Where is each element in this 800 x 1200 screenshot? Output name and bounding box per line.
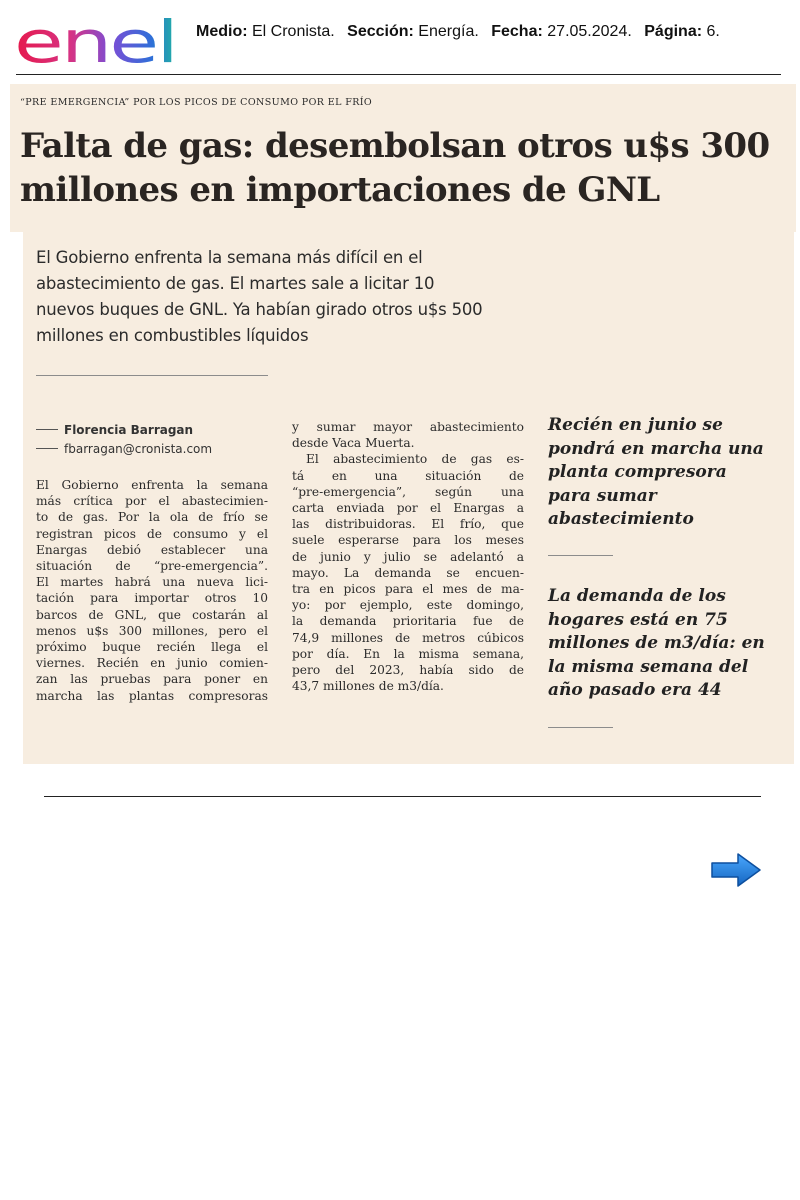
column-line: barcos de GNL, que costarán al xyxy=(36,607,268,622)
column-line: 74,9 millones de metros cúbicos xyxy=(292,630,524,645)
column-line: de junio y julio se adelantó a xyxy=(292,549,524,564)
pull-quote-line: pondrá en marcha una xyxy=(548,438,764,459)
author-name: Florencia Barragan xyxy=(64,422,194,437)
column-line: suele esperarse para los meses xyxy=(292,533,524,548)
column-line: to de gas. Por la ola de frío se xyxy=(36,510,268,525)
article-lead xyxy=(36,245,536,349)
column-line: desde Vaca Muerta. xyxy=(292,436,415,451)
pull-quote-2 xyxy=(548,585,765,703)
pull-quote-1 xyxy=(548,414,764,532)
column-line: El Gobierno enfrenta la semana xyxy=(36,478,268,492)
column-line: tá en una situación de xyxy=(292,468,524,483)
pull-quote-divider xyxy=(548,727,613,728)
column-line: y sumar mayor abastecimiento xyxy=(292,420,524,434)
meta-seccion-label: Sección: xyxy=(347,23,414,40)
article-headline xyxy=(20,124,790,212)
pull-quote-line: la misma semana del xyxy=(548,656,749,677)
column-line: viernes. Recién en junio comien- xyxy=(36,656,268,671)
column-line: tra en picos para el mes de ma- xyxy=(292,582,524,597)
enel-logo xyxy=(14,8,180,70)
pull-quote-line: Recién en junio se xyxy=(548,415,723,435)
header-divider xyxy=(16,74,781,75)
column-line: las distribuidoras. El frío, que xyxy=(292,517,524,532)
article-column-2 xyxy=(292,419,524,694)
column-line: la demanda prioritaria fue de xyxy=(292,614,524,629)
column-line: menos u$s 300 millones, pero el xyxy=(36,623,268,638)
column-line: zan las pruebas para poner en xyxy=(36,672,268,687)
column-line: El martes habrá una nueva lici- xyxy=(36,575,268,590)
byline-dash xyxy=(36,429,58,430)
meta-pagina-label: Página: xyxy=(644,23,703,40)
column-line: tación para importar otros 10 xyxy=(36,591,268,606)
article-column-1 xyxy=(36,477,268,704)
pull-quote-line: año pasado era 44 xyxy=(548,680,722,700)
author-email: fbarragan@cronista.com xyxy=(64,441,213,456)
headline-line: Falta de gas: desembolsan otros u$s 300 xyxy=(20,126,770,166)
arrow-right-icon[interactable] xyxy=(710,852,762,888)
column-line: carta enviada por el Enargas a xyxy=(292,501,524,516)
column-line: registran picos de consumo y el xyxy=(36,526,268,541)
footer-divider xyxy=(44,796,761,797)
lead-line: El Gobierno enfrenta la semana más difícil en el xyxy=(36,248,423,267)
lead-line: nuevos buques de GNL. Ya habían girado otros u$s 500 xyxy=(36,300,483,319)
logo-wordmark: enel xyxy=(14,8,176,70)
column-line: “pre-emergencia”, según una xyxy=(292,484,524,499)
pull-quote-line: hogares está en 75 xyxy=(548,609,728,630)
meta-medio-label: Medio: xyxy=(196,23,248,40)
column-line: El abastecimiento de gas es- xyxy=(306,452,524,467)
pull-quote-divider xyxy=(548,555,613,556)
pull-quote-line: La demanda de los xyxy=(548,586,726,606)
column-line: por día. En la misma semana, xyxy=(292,646,524,661)
column-line: marcha las plantas compresoras xyxy=(36,688,268,703)
column-line: Enargas debió establecer una xyxy=(36,542,268,557)
meta-fecha-label: Fecha: xyxy=(491,23,543,40)
clipping-metadata xyxy=(196,23,720,41)
meta-seccion-value: Energía. xyxy=(418,23,479,40)
pull-quote-line: planta compresora xyxy=(548,462,727,482)
column-line: 43,7 millones de m3/día. xyxy=(292,679,444,694)
lead-line: abastecimiento de gas. El martes sale a licitar 10 xyxy=(36,274,435,293)
article-kicker: “PRE EMERGENCIA” POR LOS PICOS DE CONSUMO POR EL FRÍO xyxy=(20,97,373,108)
column-line: pero del 2023, había sido de xyxy=(292,663,524,678)
pull-quote-line: para sumar xyxy=(548,485,657,506)
column-line: situación de “pre-emergencia”. xyxy=(36,559,268,574)
byline-dash xyxy=(36,448,58,449)
column-line: próximo buque recién llega el xyxy=(36,640,268,655)
meta-medio-value: El Cronista. xyxy=(252,23,335,40)
pull-quote-line: millones de m3/día: en xyxy=(548,633,765,653)
lead-divider xyxy=(36,375,268,376)
lead-line: millones en combustibles líquidos xyxy=(36,326,309,345)
meta-fecha-value: 27.05.2024. xyxy=(547,23,632,40)
column-line: yo: por ejemplo, este domingo, xyxy=(292,598,524,613)
headline-line: millones en importaciones de GNL xyxy=(20,170,660,210)
meta-pagina-value: 6. xyxy=(706,23,720,40)
pull-quote-line: abastecimiento xyxy=(548,509,694,529)
byline xyxy=(36,420,212,458)
column-line: más crítica por el abastecimien- xyxy=(36,494,268,509)
column-line: mayo. La demanda se encuen- xyxy=(292,565,524,580)
